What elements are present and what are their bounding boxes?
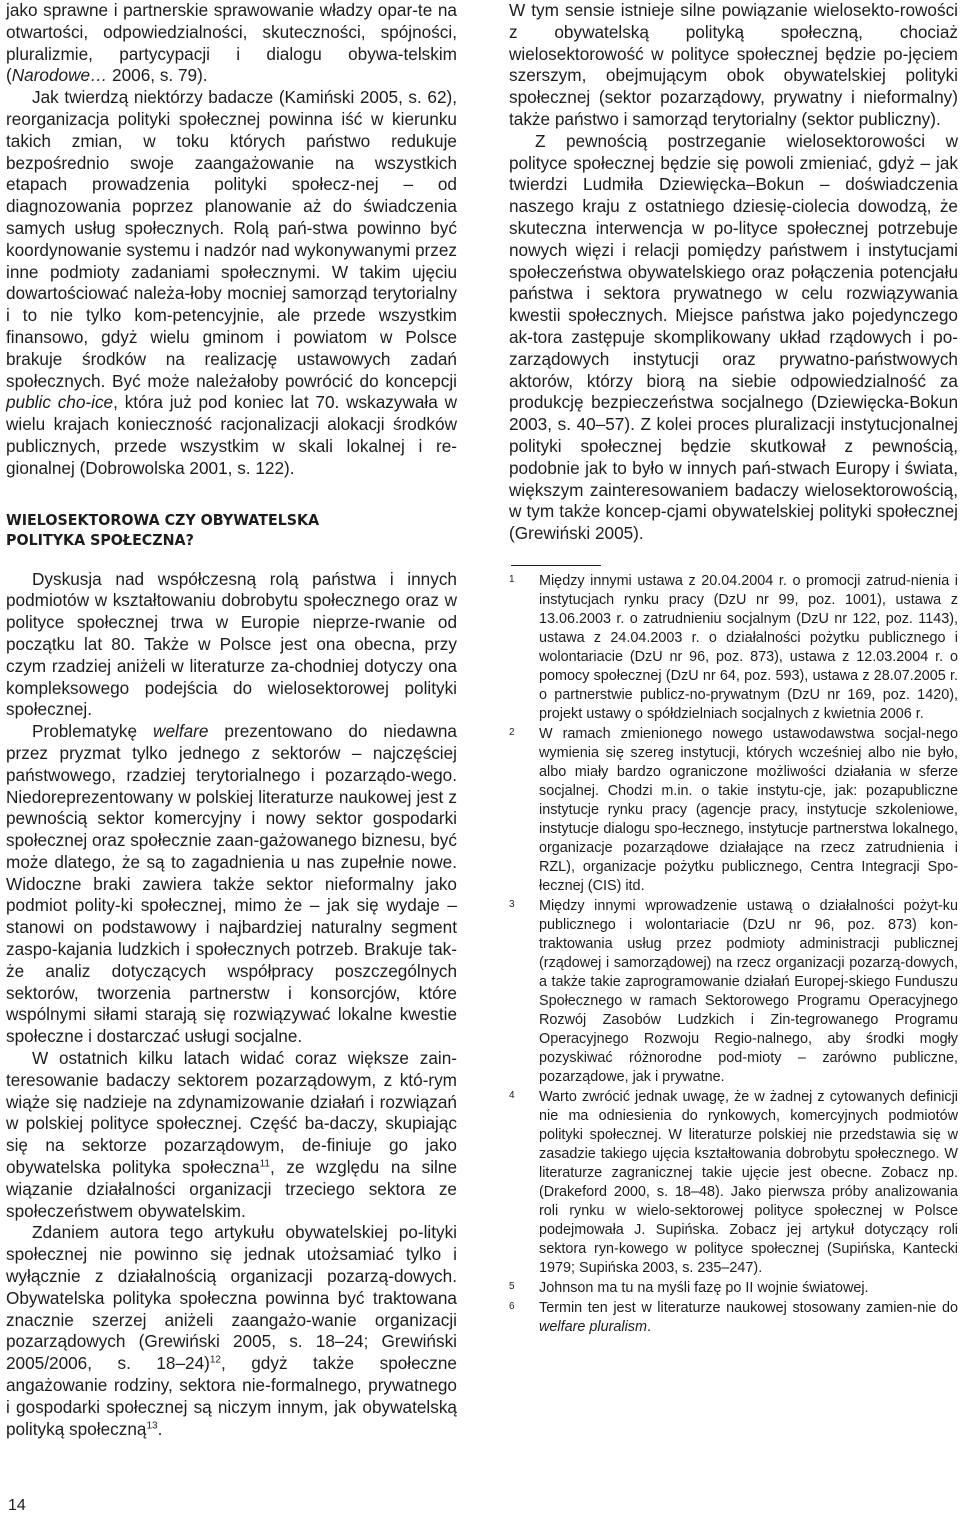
paragraph-1 (6, 87, 457, 479)
right-column (509, 0, 958, 1338)
intro-end: 2006, s. 79). (107, 65, 208, 86)
p4-end: , ze względu na silne wiązanie działalności organizacji trzeciego sektora ze społeczeństwem obywatelskim. (6, 1157, 457, 1221)
footnote (509, 1279, 958, 1298)
page-number: 14 (8, 1497, 26, 1514)
footnote (509, 897, 958, 1087)
intro-text: jako sprawne i partnerskie sprawowanie władzy opar-te na otwartości, odpowiedzialności, skuteczności, spójności, pluralizmie, partycypacji i dialogu obywa-telskim ( (6, 0, 457, 86)
p5-end: . (157, 1418, 163, 1439)
footnote-number: 4 (509, 1089, 515, 1101)
footnote-number: 1 (509, 573, 515, 585)
heading-line-2: POLITYKA SPOŁECZNA? (6, 530, 194, 549)
footnote-number: 2 (509, 726, 515, 738)
footnote-text: W ramach zmienionego nowego ustawodawstwa socjal-nego wymienia się szereg instytucji, których wcześniej albo nie było, albo miały bardzo ograniczone możliwości działania w sferze socjalnej. Chodzi m.in. o takie instytu-cje, jak: pozapubliczne instytucje rynku pracy (agencje pracy, instytucje szkoleniowe, instytucje dialogu spo-łecznego, instytucje partnerstwa lokalnego, organizacje pozarządowe działające na rzecz zatrudnienia i RZL), organizacje pożytku publicznego, Centra Integracji Spo-łecznej (CIS) itd. (539, 725, 958, 894)
paragraph-3 (6, 721, 457, 1048)
footnote-text: Johnson ma tu na myśli fazę po II wojnie światowej. (539, 1279, 869, 1296)
heading-line-1: WIELOSEKTOROWA CZY OBYWATELSKA (6, 510, 320, 529)
footnote-number: 3 (509, 898, 515, 910)
footnote (509, 725, 958, 896)
p5-text: Zdaniem autora tego artykułu obywatelskiej po-lityki społecznej nie powinno się jednak utożsamiać tylko i wyłącznie z działalnością organizacji pozarzą-dowych. Obywatelska polityka społeczna powinna być traktowana znacznie szerzej aniżeli zaangażo-wanie organizacji pozarządowych (Grewiński 2005, s. 18–24; Grewiński 2005/2006, s. 18–24) (6, 1222, 457, 1374)
paragraph-5 (6, 1222, 457, 1440)
paragraph-right-2: Z pewnością postrzeganie wielosektorowości w polityce społecznej będzie się powoli zmieniać, gdyż – jak twierdzi Ludmiła Dziewięcka–Bokun – doświadczenia naszego kraju z ostatniego dziesię-ciolecia dowodzą, że skuteczna interwencja w po-lityce społecznej potrzebuje nowych więzi i relacji pomiędzy państwem i instytucjami społeczeństwa obywatelskiego oraz połączenia potencjału państwa i sektora prywatnego w celu rozwiązywania kwestii społecznych. Miejsce państwa jako pojedynczego ak-tora zastępuje skomplikowany układ rządowych i po-zarządowych instytucji oraz prywatno-państwowych aktorów, którzy biorą na siebie odpowiedzialność za produkcję bezpieczeństwa socjalnego (Dziewięcka-Bokun 2003, s. 40–57). Z kolei proces pluralizacji instytucjonalnej polityki społecznej będzie skutkował z pewnością, podobnie jak to było w innych pań-stwach Europy i świata, większym zainteresowaniem badaczy wielosektorowością, w tym także koncep-cjami obywatelskiej polityki społecznej (Grewiński 2005). (509, 130, 958, 544)
footnote (509, 1088, 958, 1278)
p3-end: prezentowano do niedawna przez pryzmat tylko jednego z sektorów – najczęściej państwowego, rzadziej terytorialnego i pozarządo-wego. Niedoreprezentowany w polskiej literaturze naukowej jest z pewnością sektor komercyjny i nowy sektor gospodarki społecznej oraz społecznie zaan-gażowanego biznesu, być może dlatego, że są to zagadnienia u nas zupełnie nowe. Widoczne braki zawiera także sektor nieformalny jako podmiot polity-ki społecznej, mimo że – jak się wydaje – stanowi on podstawowy i najbardziej naturalny segment zaspo-kajania ludzkich i społecznych potrzeb. Brakuje tak-że analiz dotyczących współpracy poszczególnych sektorów, tworzenia partnerstw i konsorcjów, które wspólnymi siłami starają się rozwiązywać lokalne kwestie społeczne i dostarczać usługi socjalne. (6, 721, 457, 1047)
paragraph-intro (6, 0, 457, 87)
section-heading (6, 510, 421, 550)
footnote-text: Między innymi ustawa z 20.04.2004 r. o promocji zatrud-nienia i instytucjach rynku pracy (DzU nr 99, poz. 1001), ustawa z 13.06.2003 r. o zatrudnieniu socjalnym (DzU nr 122, poz. 1143), ustawa z 24.04.2003 r. o działalności pożytku publicznego i wolontariacie (DzU nr 96, poz. 873), ustawa z 12.03.2004 r. o pomocy społecznej (DzU nr 64, poz. 593), ustawa z 28.07.2005 r. o partnerstwie publicz-no-prywatnym (DzU nr 169, poz. 1420), projekt ustawy o spółdzielniach socjalnych z kwietnia 2006 r. (539, 572, 958, 722)
paragraph-2: Dyskusja nad współczesną rolą państwa i innych podmiotów w kształtowaniu dobrobytu społecznego oraz w polityce społecznej trwa w Europie nieprze-rwanie od początku lat 80. Także w Polsce jest ona obecna, przy czym rzadziej aniżeli w literaturze za-chodniej dotyczy ona kompleksowego podejścia do wielosektorowej polityki społecznej. (6, 568, 457, 720)
p4-text: W ostatnich kilku latach widać coraz większe zain-teresowanie badaczy sektorem pozarządowym, z któ-rym wiąże się nadzieje na zdynamizowanie działań i rozwiązań w polskiej polityce społecznej. Część ba-daczy, skupiając się na sektorze pozarządowym, de-finiuje go jako obywatelska polityka społeczna (6, 1048, 457, 1178)
footnote-ref-13: 13 (146, 1419, 158, 1431)
p3-italic: welfare (153, 721, 209, 742)
footnote-divider (511, 565, 601, 566)
footnote (509, 1299, 958, 1337)
footnote-italic: welfare pluralism (539, 1318, 647, 1335)
p5-middle: , gdyż także społeczne angażowanie rodziny, sektora nie-formalnego, prywatnego i gospodarki społecznej są niczym innym, jak obywatelską polityką społeczną (6, 1353, 457, 1439)
footnote-ref-11: 11 (259, 1158, 270, 1170)
footnote-number: 5 (509, 1280, 515, 1292)
p1-text: Jak twierdzą niektórzy badacze (Kamiński 2005, s. 62), reorganizacja polityki społecznej powinna iść w kierunku takich zmian, w toku których państwo redukuje bezpośrednio swoje zaangażowanie na wszystkich etapach prowadzenia polityki społecz-nej – od diagnozowania poprzez planowanie aż do świadczenia samych usług społecznych. Rolą pań-stwa powinno być koordynowanie systemu i nadzór nad wykonywanymi przez inne podmioty zadaniami społecznymi. W takim ujęciu dowartościować należa-łoby mocniej samorząd terytorialny i to nie tylko kom-petencyjnie, ale przede wszystkim finansowo, gdyż wielu gminom i powiatom w Polsce brakuje środków na realizację ustawowych zadań społecznych. Być może należałoby powrócić do koncepcji (6, 87, 457, 391)
paragraph-4 (6, 1048, 457, 1222)
footnote-ref-12: 12 (209, 1354, 221, 1366)
footnote (509, 572, 958, 724)
footnote-end: . (646, 1318, 651, 1335)
footnote-text: Warto zwrócić jednak uwagę, że w żadnej z cytowanych definicji nie ma odniesienia do rynkowych, komercyjnych podmiotów polityki społecznej. W literaturze polskiej nie przedstawia się w zasadzie takiego ujęcia kształtowania dobrobytu społecznego. W literaturze zagranicznej takie ujęcie jest obecne. Zobacz np. (Drakeford 2000, s. 18–48). Jako pierwsza próby analizowania roli rynku w wielo-sektorowej polityce społecznej w Polsce podejmowała J. Supińska. Zobacz jej artykuł dotyczący roli sektora ryn-kowego w polityce społecznej (Supińska, Kantecki 1979; Supińska 2003, s. 235–247). (539, 1088, 958, 1276)
p1-end: , która już pod koniec lat 70. wskazywała w wielu krajach konieczność racjonalizacji alokacji środków publicznych, przede wszystkim w skali lokalnej i re-gionalnej (Dobrowolska 2001, s. 122). (6, 392, 458, 478)
left-column (6, 0, 457, 1440)
footnotes (509, 572, 958, 1337)
paragraph-right-1: W tym sensie istnieje silne powiązanie wielosekto-rowości z obywatelską polityką społeczną, chociaż wielosektorowość w polityce społecznej będzie po-jęciem szerszym, obejmującym obok obywatelskiej polityki społecznej (sektor pozarządowy, prywatny i nieformalny) także państwo i samorząd terytorialny (sektor publiczny). (509, 0, 958, 129)
footnote-text: Termin ten jest w literaturze naukowej stosowany zamien-nie do (539, 1299, 958, 1316)
p1-italic: public cho-ice (6, 392, 114, 413)
footnote-text: Między innymi wprowadzenie ustawą o działalności pożyt-ku publicznego i wolontariacie (DzU nr 96, poz. 873) kon-traktowania usług przez podmioty administracji publicznej (rządowej i samorządowej) na rzecz organizacji pozarzą-dowych, a także takie zaprogramowanie działań Europej-skiego Funduszu Społecznego w ramach Sektorowego Programu Operacyjnego Rozwój Zasobów Ludzkich i Zin-tegrowanego Programu Operacyjnego Rozwoju Regio-nalnego, aby środki mogły pozyskiwać różnorodne pod-mioty – zarówno publiczne, pozarządowe, jak i prywatne. (539, 897, 958, 1085)
intro-italic: Narodowe… (11, 65, 108, 86)
footnote-number: 6 (509, 1300, 515, 1312)
p3-text: Problematykę (32, 721, 154, 742)
